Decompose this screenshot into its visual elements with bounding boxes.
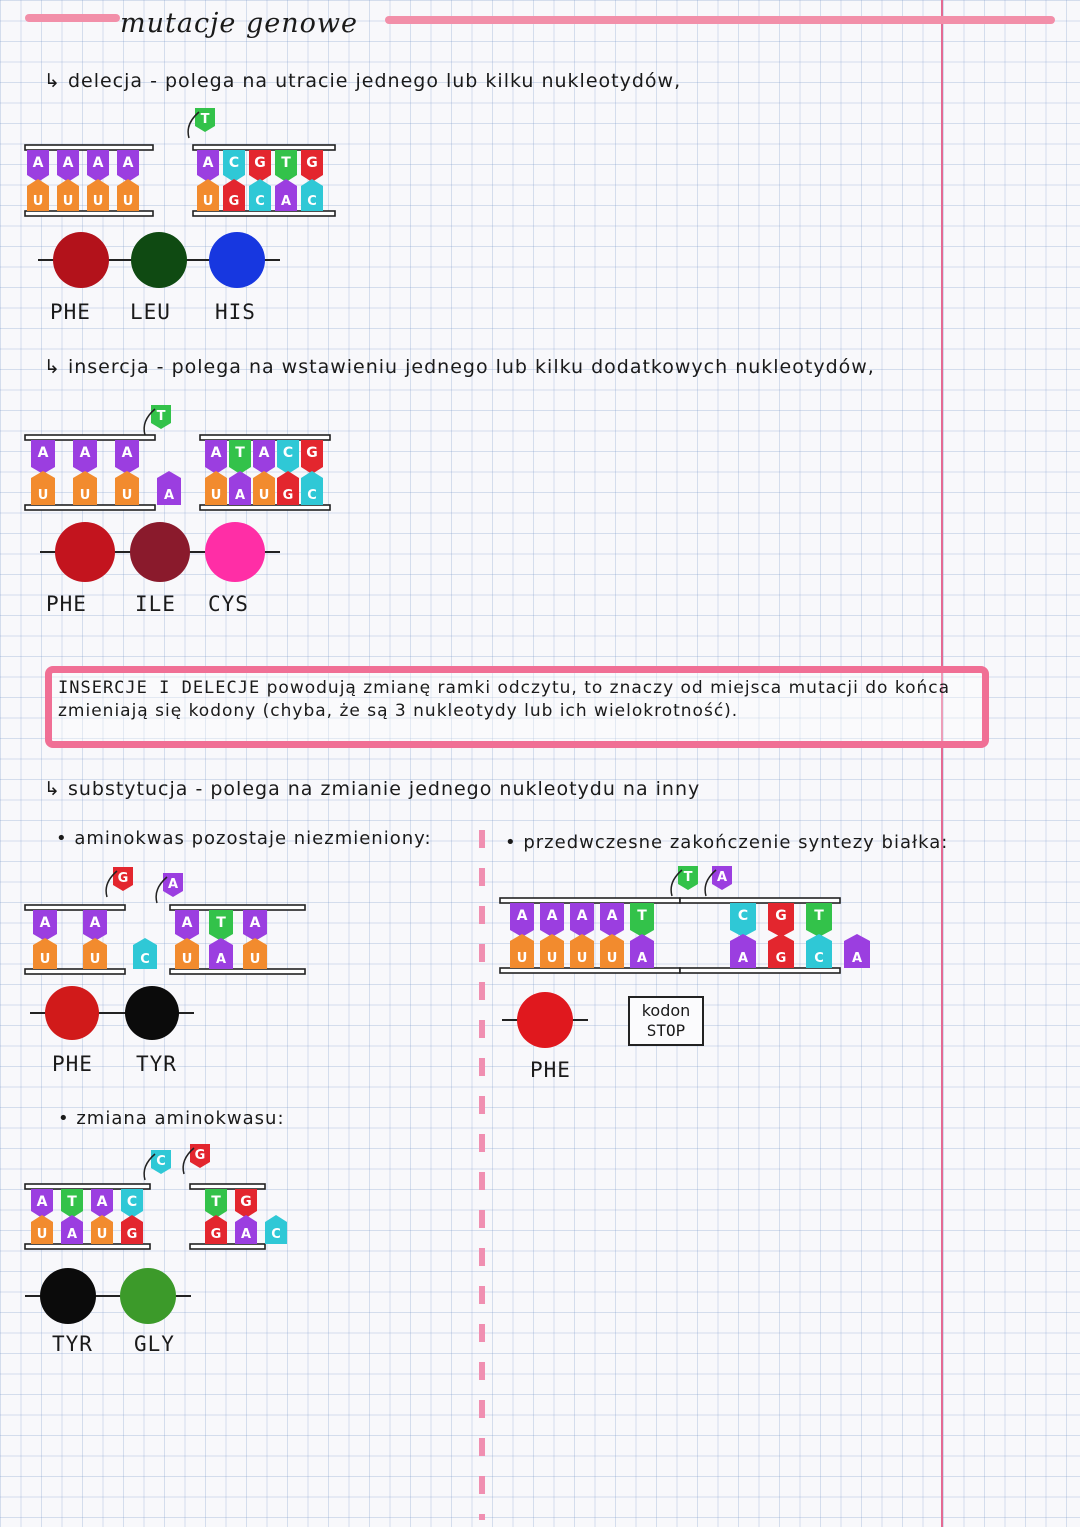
nucleotide-label: T (281, 155, 291, 171)
nucleotide-label: A (66, 1227, 78, 1242)
amino-acid-bead (130, 522, 190, 582)
bottom-rail (200, 505, 330, 510)
top-rail (500, 898, 680, 903)
nucleotide-label: A (851, 951, 863, 966)
nucleotide-label: A (210, 445, 222, 461)
nonsense-label: • przedwczesne zakończenie syntezy białka: (505, 832, 949, 853)
nucleotide-label: G (210, 1227, 222, 1242)
inserted-nucleotide-label: T (156, 409, 166, 424)
frameshift-callout (45, 666, 989, 748)
nucleotide-label: U (96, 1227, 108, 1242)
deleted-nucleotide-label: T (200, 112, 210, 127)
nucleotide-label: A (516, 908, 528, 924)
nucleotide-label: U (258, 488, 270, 503)
callout-body: powodują zmianę ramki odczytu, to znaczy od miejsca mutacji do końca zmieniają się kodony (chyba, że są 3 nukleotydy lub ich wielokrotność). (58, 678, 951, 721)
amino-acid-bead (120, 1268, 176, 1324)
nucleotide-label: A (79, 445, 91, 461)
amino-acid-bead (209, 232, 265, 288)
top-rail (190, 1184, 265, 1189)
replaced-nucleotide-label: G (117, 871, 129, 886)
top-rail (25, 435, 155, 440)
nucleotide-label: A (202, 155, 214, 171)
deletion-amino-chain (38, 230, 288, 290)
nucleotide-label: A (92, 155, 104, 171)
top-rail (25, 1184, 150, 1189)
amino-acid-bead (125, 986, 179, 1040)
top-rail (680, 898, 840, 903)
nucleotide-label: U (32, 194, 44, 209)
nucleotide-label: C (271, 1227, 281, 1242)
nucleotide-label: U (210, 488, 222, 503)
silent-amino-2: TYR (136, 1052, 177, 1076)
nucleotide-label: U (122, 194, 134, 209)
bottom-rail (500, 968, 680, 973)
bottom-rail (190, 1244, 265, 1249)
nucleotide-label: G (254, 155, 266, 171)
amino-acid-bead (40, 1268, 96, 1324)
top-rail (25, 145, 153, 150)
nucleotide-label: T (637, 908, 647, 924)
top-rail (200, 435, 330, 440)
nucleotide-label: C (282, 445, 294, 461)
nucleotide-label: G (282, 488, 294, 503)
amino-acid-bead (55, 522, 115, 582)
nucleotide-label: A (215, 952, 227, 967)
nucleotide-label: T (67, 1194, 77, 1210)
top-rail (193, 145, 335, 150)
bottom-rail (25, 969, 125, 974)
top-rail (25, 905, 125, 910)
nucleotide-label: U (121, 488, 133, 503)
missense-amino-1: TYR (52, 1332, 93, 1356)
nucleotide-label: A (36, 1194, 48, 1210)
nucleotide-label: G (126, 1227, 138, 1242)
nucleotide-label: C (126, 1194, 138, 1210)
title-strip-left (25, 14, 120, 22)
silent-label: • aminokwas pozostaje niezmieniony: (56, 828, 432, 849)
nucleotide-label: A (181, 915, 193, 931)
amino-acid-bead (205, 522, 265, 582)
amino-acid-bead (517, 992, 573, 1048)
nucleotide-label: A (37, 445, 49, 461)
nucleotide-label: U (89, 952, 101, 967)
nonsense-amino-1: PHE (530, 1058, 571, 1082)
column-divider (479, 830, 485, 1520)
nucleotide-label: T (216, 915, 226, 931)
insertion-amino-3: CYS (208, 592, 249, 616)
nucleotide-label: A (280, 194, 292, 209)
silent-strand (25, 855, 325, 980)
nucleotide-label: C (255, 194, 265, 209)
nucleotide-label: A (122, 155, 134, 171)
nucleotide-label: A (96, 1194, 108, 1210)
nucleotide-label: A (737, 951, 749, 966)
nucleotide-label: C (307, 194, 317, 209)
nucleotide-label: A (163, 488, 175, 503)
nucleotide-label: G (240, 1194, 252, 1210)
nucleotide-label: U (546, 951, 558, 966)
callout-text (58, 677, 972, 723)
nucleotide-label: A (258, 445, 270, 461)
nucleotide-label: A (249, 915, 261, 931)
nucleotide-label: A (576, 908, 588, 924)
replaced-nucleotide-label: C (156, 1154, 166, 1169)
missense-strand (25, 1132, 285, 1257)
nucleotide-label: A (606, 908, 618, 924)
nucleotide-label: U (576, 951, 588, 966)
nucleotide-label: G (775, 908, 787, 924)
nucleotide-label: T (814, 908, 824, 924)
deletion-amino-3: HIS (215, 300, 256, 324)
amino-acid-bead (45, 986, 99, 1040)
nucleotide-label: U (36, 1227, 48, 1242)
nucleotide-label: U (79, 488, 91, 503)
substitution-heading: ↳ substytucja - polega na zmianie jednego nukleotydu na inny (44, 778, 701, 800)
nucleotide-label: A (121, 445, 133, 461)
nonsense-strand (500, 858, 863, 988)
stop-label-1: kodon (641, 1001, 691, 1020)
nucleotide-label: A (546, 908, 558, 924)
missense-label: • zmiana aminokwasu: (58, 1108, 285, 1129)
nucleotide-label: C (307, 488, 317, 503)
deletion-amino-2: LEU (130, 300, 171, 324)
missense-amino-2: GLY (134, 1332, 175, 1356)
margin-line (941, 0, 943, 1527)
nonsense-amino-chain (502, 990, 602, 1054)
amino-acid-bead (131, 232, 187, 288)
replaced-nucleotide-label: T (683, 870, 693, 885)
insertion-strand (25, 385, 345, 515)
nucleotide-label: C (814, 951, 824, 966)
nucleotide-label: U (37, 488, 49, 503)
nucleotide-label: G (306, 155, 318, 171)
nucleotide-label: A (62, 155, 74, 171)
nucleotide-label: U (606, 951, 618, 966)
nucleotide-label: A (89, 915, 101, 931)
missense-amino-chain (25, 1268, 215, 1328)
top-rail (170, 905, 305, 910)
substituted-nucleotide-label: A (716, 870, 728, 885)
nucleotide-label: G (775, 951, 787, 966)
substituted-nucleotide-label: G (194, 1148, 206, 1163)
nucleotide-label: C (737, 908, 749, 924)
deletion-heading: ↳ delecja - polega na utracie jednego lub kilku nukleotydów, (44, 70, 682, 92)
nucleotide-label: C (228, 155, 240, 171)
bottom-rail (25, 211, 153, 216)
bottom-rail (193, 211, 335, 216)
nucleotide-label: A (240, 1227, 252, 1242)
insertion-amino-chain (40, 520, 290, 585)
insertion-amino-1: PHE (46, 592, 87, 616)
nucleotide-label: U (202, 194, 214, 209)
nucleotide-label: T (211, 1194, 221, 1210)
bottom-rail (25, 505, 155, 510)
silent-amino-1: PHE (52, 1052, 93, 1076)
bottom-rail (680, 968, 840, 973)
nucleotide-label: G (306, 445, 318, 461)
amino-acid-bead (53, 232, 109, 288)
insertion-heading: ↳ insercja - polega na wstawieniu jednego lub kilku dodatkowych nukleotydów, (44, 356, 875, 378)
nucleotide-label: U (62, 194, 74, 209)
nucleotide-label: C (140, 952, 150, 967)
nucleotide-label: T (235, 445, 245, 461)
stop-codon-box (628, 996, 704, 1046)
deletion-strand (25, 100, 345, 225)
insertion-amino-2: ILE (135, 592, 176, 616)
nucleotide-label: G (228, 194, 240, 209)
page-title: mutacje genowe (120, 8, 358, 39)
nucleotide-label: U (516, 951, 528, 966)
nucleotide-label: A (636, 951, 648, 966)
substituted-nucleotide-label: A (167, 877, 179, 892)
nucleotide-label: A (39, 915, 51, 931)
bottom-rail (170, 969, 305, 974)
deletion-amino-1: PHE (50, 300, 91, 324)
nucleotide-label: U (39, 952, 51, 967)
bottom-rail (25, 1244, 150, 1249)
nucleotide-label: A (32, 155, 44, 171)
callout-strong: INSERCJE I DELECJE (58, 678, 261, 698)
nucleotide-label: A (234, 488, 246, 503)
silent-amino-chain (30, 985, 220, 1045)
nucleotide-label: U (92, 194, 104, 209)
title-strip-right (385, 16, 1055, 24)
nucleotide-label: U (181, 952, 193, 967)
nucleotide-label: U (249, 952, 261, 967)
stop-label-2: STOP (646, 1021, 686, 1040)
